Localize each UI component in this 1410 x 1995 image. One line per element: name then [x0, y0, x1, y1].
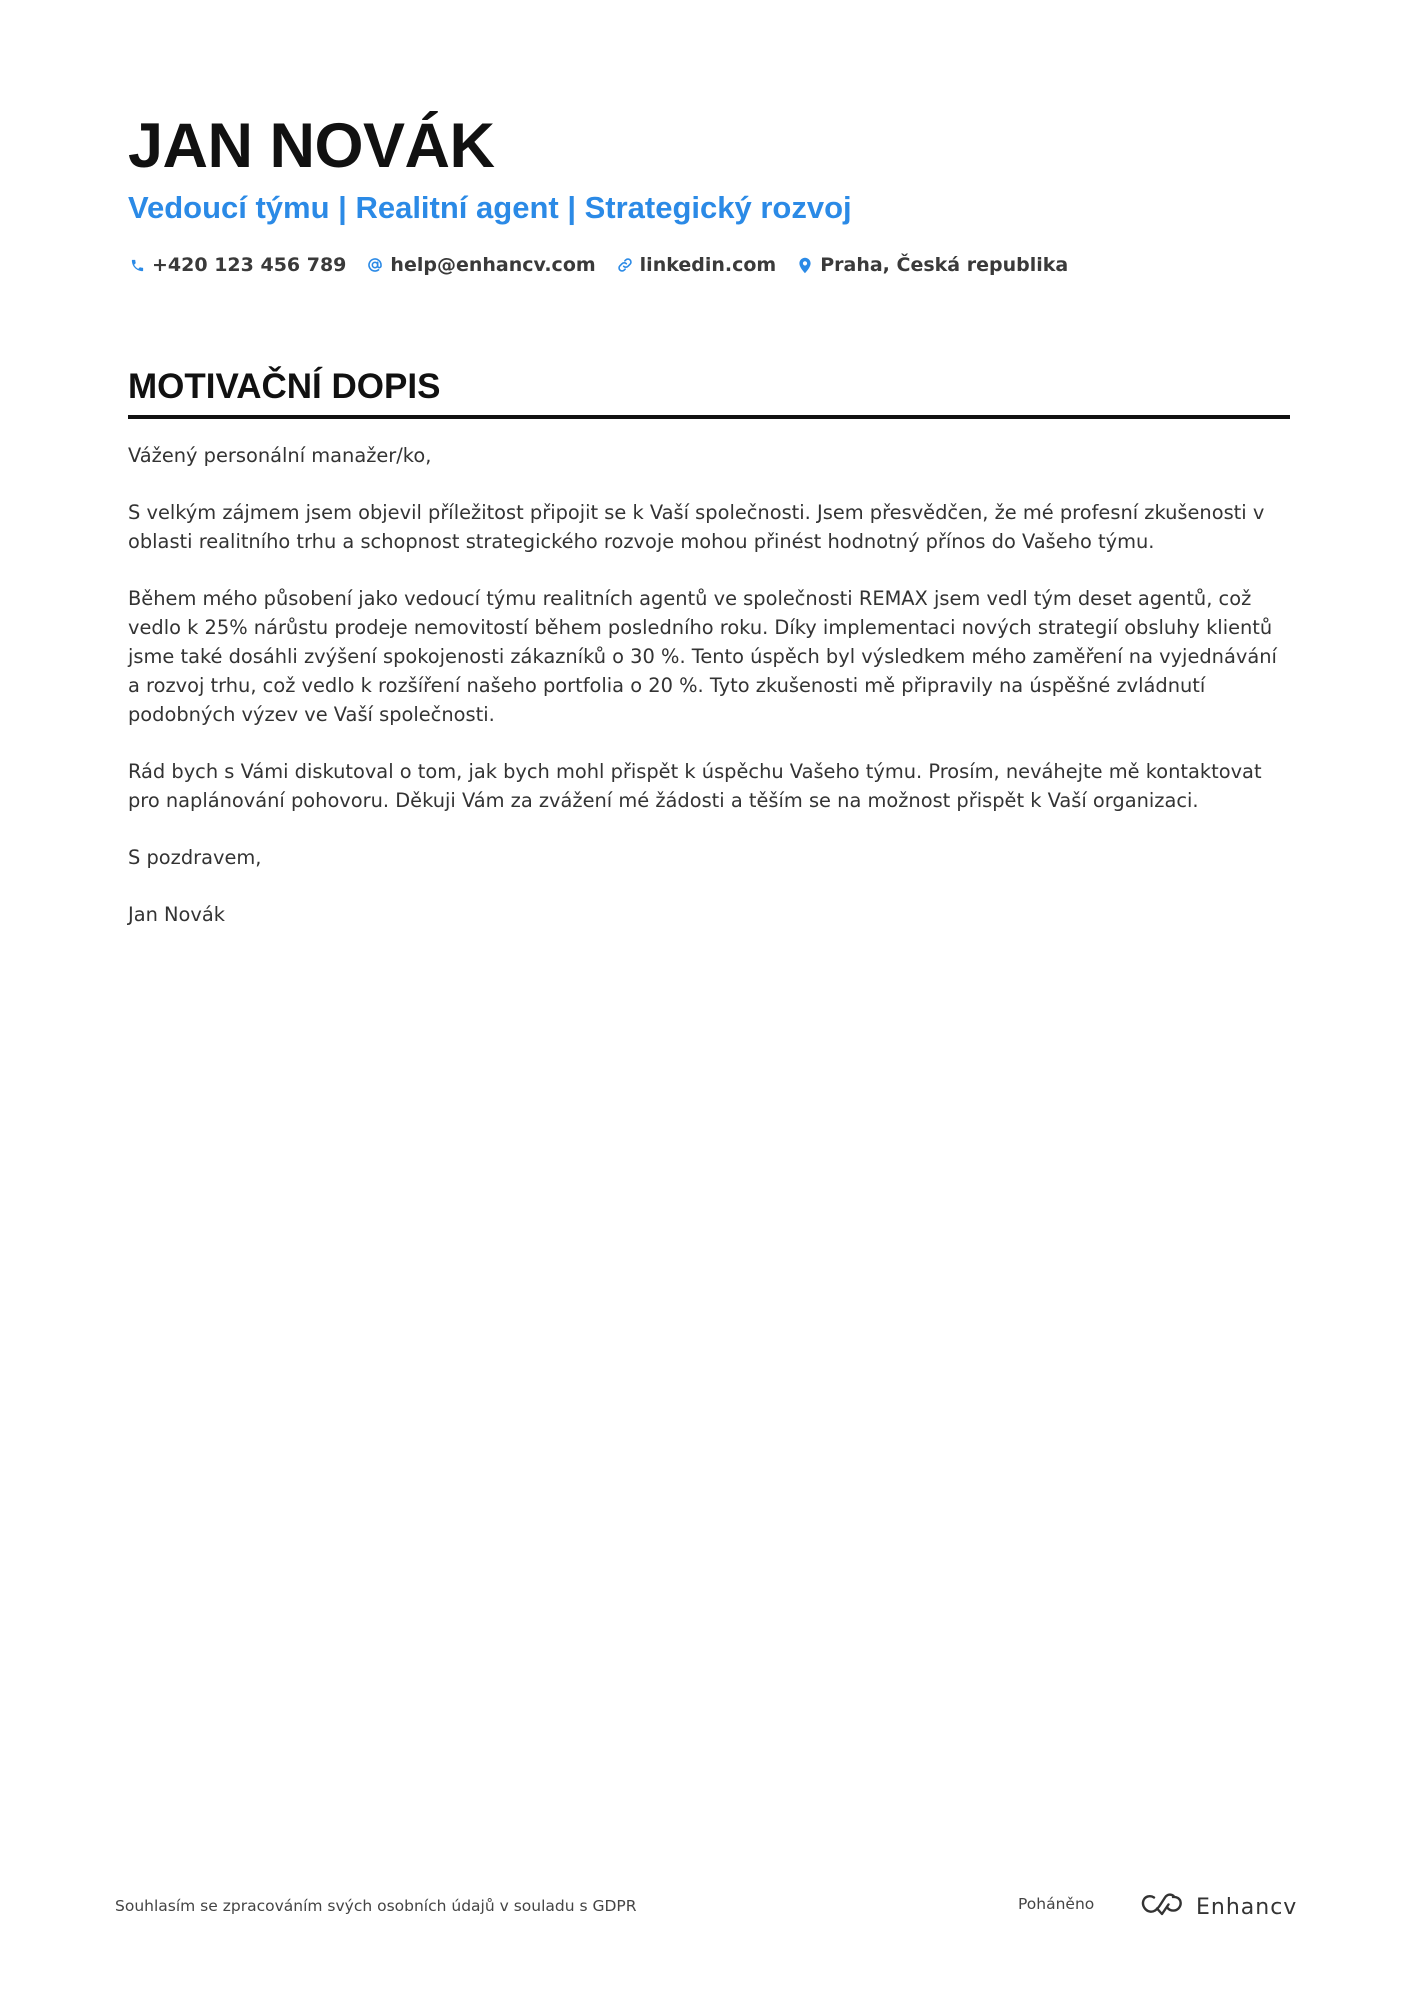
powered-by-label: Poháněno — [1018, 1895, 1095, 1913]
cover-letter-section — [128, 365, 1290, 957]
letter-paragraph: S velkým zájmem jsem objevil příležitost připojit se k Vaší společnosti. Jsem přesvědčen, že mé profesní zkušenosti v oblasti realitního trhu a schopnost strategického rozvoje mohou přinést hodnotný přínos do Vašeho týmu. — [128, 501, 1265, 553]
at-icon — [366, 256, 384, 274]
footer — [115, 1892, 1298, 1922]
location-text: Praha, Česká republika — [820, 254, 1069, 276]
email-address[interactable]: help@enhancv.com — [390, 254, 596, 276]
letter-body — [128, 441, 1290, 929]
phone-icon — [128, 256, 146, 274]
contact-location — [796, 254, 1068, 276]
candidate-headline: Vedoucí týmu | Realitní agent | Strategický rozvoj — [128, 190, 852, 225]
header — [128, 110, 1288, 276]
linkedin-link[interactable]: linkedin.com — [639, 254, 777, 276]
location-pin-icon — [796, 256, 814, 274]
candidate-name: JAN NOVÁK — [128, 111, 495, 181]
gdpr-consent-text: Souhlasím se zpracováním svých osobních údajů v souladu s GDPR — [115, 1897, 637, 1915]
link-icon — [616, 256, 634, 274]
contact-email[interactable] — [366, 254, 595, 276]
contact-bar — [128, 254, 1288, 276]
letter-greeting: Vážený personální manažer/ko, — [128, 444, 432, 467]
phone-number: +420 123 456 789 — [152, 254, 347, 276]
enhancv-logo-icon — [1140, 1892, 1186, 1922]
contact-phone — [128, 254, 346, 276]
enhancv-logo[interactable] — [1140, 1892, 1297, 1922]
enhancv-brand-text: Enhancv — [1196, 1894, 1298, 1920]
contact-linkedin[interactable] — [616, 254, 777, 276]
letter-signature: Jan Novák — [128, 903, 226, 926]
letter-paragraph: Rád bych s Vámi diskutoval o tom, jak bych mohl přispět k úspěchu Vašeho týmu. Prosím, neváhejte mě kontaktovat pro naplánování pohovoru. Děkuji Vám za zvážení mé žádosti a těším se na možnost přispět k Vaší organizaci. — [128, 760, 1262, 812]
section-title: MOTIVAČNÍ DOPIS — [128, 365, 1290, 419]
letter-paragraph: Během mého působení jako vedoucí týmu realitních agentů ve společnosti REMAX jsem vedl tým deset agentů, což vedlo k 25% nárůstu prodeje nemovitostí během posledního roku. Díky implementaci nových strategií obsluhy klientů jsme také dosáhli zvýšení spokojenosti zákazníků o 30 %. Tento úspěch byl výsledkem mého zaměření na vyjednávání a rozvoj trhu, což vedlo k rozšíření našeho portfolia o 20 %. Tyto zkušenosti mě připravily na úspěšné zvládnutí podobných výzev ve Vaší společnosti. — [128, 587, 1277, 726]
letter-closing: S pozdravem, — [128, 846, 262, 869]
